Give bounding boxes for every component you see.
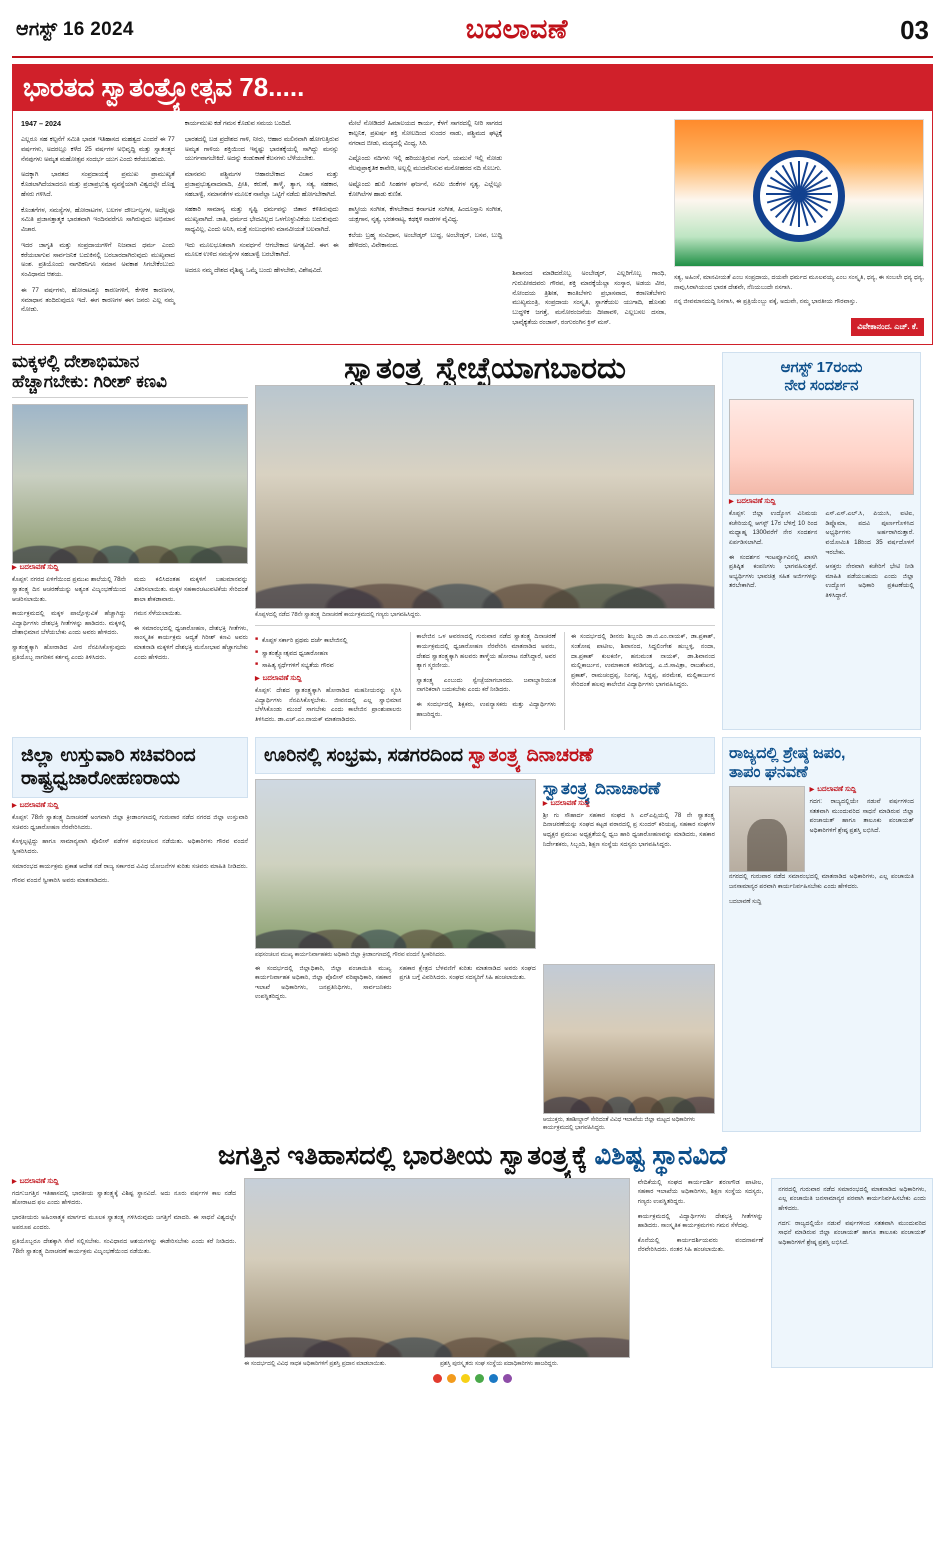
lead-headline: ಭಾರತದ ಸ್ವಾತಂತ್ರ್ಯೋತ್ಸವ 78..... <box>13 65 932 111</box>
story-direct-interview <box>722 352 921 729</box>
ashoka-chakra-icon <box>753 150 845 242</box>
story-body <box>12 575 248 667</box>
bullet-item: ■ ಸ್ವಾತಂತ್ರ್ಯೋತ್ಸವದ ಧ್ವಜಾರೋಹಣ <box>255 649 402 658</box>
lead-paragraph: ಎಷ್ಟೊಂದು ನದಿಗಳು ಇಲ್ಲಿ ಹರಿಯುತ್ತಿರುವ ಗಂಗೆ, ಯಮುನೆ ಇಲ್ಲಿ ನೋಡು ನೆಲವುಪ್ರಾಕೃತಿಕ ಕಾವೇರಿ, ಅಲ್ಲಲ್ಲಿ ಮುದವೆನಿಸುವ ಮನೋಹರದ ನದಿ ಸೊಬಗು. <box>348 155 503 172</box>
paragraph: ಭಾರತೀಯರು ಅಹಿಂಸಾತ್ಮಕ ಮಾರ್ಗದ ಮೂಲಕ ಸ್ವಾತಂತ್ರ್ಯ ಗಳಿಸಿರುವುದು ಜಗತ್ತಿಗೆ ಮಾದರಿ. ಈ ಸಾಧನೆ ವಿಶ್ವದಲ್ಲೇ ಅಪರೂಪ ಎಂದರು. <box>12 1213 237 1231</box>
story-photo <box>12 404 248 564</box>
paragraph: ಕೊಪ್ಪಳ: ದೇಶದ ಸ್ವಾತಂತ್ರ್ಯಕ್ಕಾಗಿ ಹೋರಾಡಿದ ಮಹನೀಯರನ್ನು ಸ್ಮರಿಸಿ ವಿದ್ಯಾರ್ಥಿಗಳು ನೆನಪಿಸಿಕೊಳ್ಳಬೇಕು. ಜೀವನದಲ್ಲಿ ಎಲ್ಲ ಸ್ವಾಭಿಮಾನ ಬೆಳೆಸಿಕೊಂಡು ಮುಂದೆ ಸಾಗಬೇಕು ಎಂದು ಕಾಲೇಜಿನ ಪ್ರಾಂಶುಪಾಲರು ತಿಳಿಸಿದರು. ಡಾ.ಎಚ್.ಎಂ.ನಾಯಕ್ ಮಾತನಾಡಿದರು. <box>255 687 402 724</box>
story-headline: ಜಿಲ್ಲಾ ಉಸ್ತುವಾರಿ ಸಚಿವರಿಂದ ರಾಷ್ಟ್ರಧ್ವಜಾರೋಹಣರಾಯ <box>12 737 248 799</box>
paragraph: ವೇದಿಕೆಯಲ್ಲಿ ಸಂಘದ ಕಾರ್ಯದರ್ಶಿ ಶರಣಗೌಡ ಪಾಟೀಲ, ಸಹಕಾರ ಇಲಾಖೆಯ ಅಧಿಕಾರಿಗಳು, ಶಿಕ್ಷಣ ಸಂಸ್ಥೆಯ ಸದಸ್ಯರು, ಗಣ್ಯರು ಉಪಸ್ಥಿತರಿದ್ದರು. <box>637 1178 764 1205</box>
paragraph: ಗದಗ: ರಾಜ್ಯದಲ್ಲಿಯೇ ನಡುವೆ ವರ್ಷಗಳಿಂದ ಸತತವಾಗಿ ಮುಂದುವರಿದ ಸಾಧನೆ ಮಾಡಿರುವ ಜಿಲ್ಲಾ ಪಂಚಾಯತ್ ಹಾಗೂ ತಾಲೂಕು ಪಂಚಾಯತ್ ಅಧಿಕಾರಿಗಳಿಗೆ ಶ್ರೇಷ್ಠ ಪ್ರಶಸ್ತಿ ಲಭಿಸಿದೆ. <box>778 1219 926 1246</box>
paragraph: ಶ್ರೀ ಗು ಸೌಹಾರ್ದ ಸಹಕಾರ ಸಂಘದ ಸಿ ಎನ್ಎಫ್ಸಿಯಲ್ಲಿ 78 ನೇ ಸ್ವಾತಂತ್ರ್ಯ ದಿನಾಚರಣೆಯನ್ನು ಸಂಘದ ಕಟ್ಟಡ ವಠಾರದಲ್ಲಿ ಪ್ರ ಸುಂದರ್ ಕರಿಯಪ್ಪ, ಸಹಕಾರ ಸಂಘಗಳ ಅಧ್ಯಕ್ಷರ ಪ್ರಮುಖ ಅಧ್ಯಕ್ಷತೆಯಲ್ಲಿ ಧ್ವಜ ಹಾರಿ ಧ್ವಜಾರೋಹಣವನ್ನು ಮಾಡಿದರು, ಸಹಕಾರ ನಿರ್ದೇಶಕರು, ಸಿಬ್ಬಂದಿ, ಶಿಕ್ಷಣ ಸಂಸ್ಥೆಯ ಸದಸ್ಯರು ಭಾಗವಹಿಸಿದ್ದರು. <box>542 811 715 848</box>
lead-year-line: 1947 – 2024 <box>21 119 61 128</box>
byline: ▶ ಬದಲಾವಣೆ ಸುದ್ದಿ <box>810 786 914 794</box>
lead-paragraph: ಕಲೆಯ ಬ್ರಹ್ಮ ಸಂವಿಧಾನ, ಅಂಬೇಡ್ಕರ್ ಬುದ್ಧ, ಅಂಬೇಡ್ಕರ್, ಬಸವ, ಬುದ್ಧಿ ಹೇಳಿದರು, ವಿವೇಕಾನಂದ. <box>348 231 503 249</box>
lead-column-5 <box>674 273 924 336</box>
page-number: 03 <box>900 14 929 45</box>
paragraph: ಸ್ವಾತಂತ್ರ್ಯಕ್ಕಾಗಿ ಹೋರಾಡಿದ ವೀರ ನೆನಪಿಸಿಕೊಳ್ಳುವುದು ಪ್ರತಿಯೊಬ್ಬ ನಾಗರಿಕನ ಕರ್ತವ್ಯ ಎಂದು ತಿಳಿಸಿದರು. <box>12 643 126 661</box>
color-dot <box>447 1374 456 1383</box>
portrait-photo <box>729 786 805 872</box>
lead-column-3 <box>349 119 503 336</box>
story-headline: ಸ್ವಾತಂತ್ರ್ಯ ದಿನಾಚಾರಣೆ <box>542 779 661 799</box>
lead-paragraph: ಈ 77 ವರ್ಷಗಳು, ಹೋರಾಟಕ್ಕೂ ಕಾರಣಗಳಿಗೆ, ಕೆಗಳಿಕ ಕಾರಣಗಳ, ಸಮಾಧಾನ ತಂದಿರುವುದೂ ಇದೆ. ಈಗ ಕಾರಣಗಳ ಈಗ ಜನರು ಎಲ್ಲ ನಮ್ಮ ನೋಡು. <box>21 286 175 314</box>
lead-paragraph: ಇದರ ಜಾಗೃತಿ ಮತ್ತು ಸಂಪ್ರದಾಯಗಳಿಗೆ ನಿಜವಾದ ಧರ್ಮ ಎಂದು ಕರೆಯಲಾಗುವ ಸಾರ್ವಜನಿಕ ಬದುಕಿನಲ್ಲಿ ಬರಬಾರದಾಗಿರುವುದು ಮುಖ್ಯವಾದ ಅಂಶ. ಪ್ರತಿಯೊಂದು ನಾಗರಿಕನಿಗೂ ಸಮಾನ ಅವಕಾಶ ಸಿಗಬೇಕೆಂಬುದು ಸಂವಿಧಾನದ ಆಶಯ. <box>21 241 175 278</box>
paragraph: ನಗರದಲ್ಲಿ ಗುರುವಾರ ನಡೆದ ಸಮಾರಂಭದಲ್ಲಿ ಮಾತನಾಡಿದ ಅಧಿಕಾರಿಗಳು, ಎಲ್ಲ ಪಂಚಾಯಿತಿ ಜನಸಾಮಾನ್ಯರ ಪರವಾಗಿ ಕಾರ್ಯನಿರ್ವಹಿಸಬೇಕು ಎಂದು ಹೇಳಿದರು. <box>778 1185 926 1212</box>
story-bullets <box>255 636 402 670</box>
lead-signature: ವಿವೇಕಾನಂದ. ಎಚ್. ಕೆ. <box>851 318 924 336</box>
paragraph: ಪ್ರತಿಯೊಬ್ಬರೂ ದೇಶಕ್ಕಾಗಿ ಸೇವೆ ಸಲ್ಲಿಸಬೇಕು. ಸಂವಿಧಾನದ ಆಶಯಗಳನ್ನು ಈಡೇರಿಸಬೇಕು ಎಂದು ಕರೆ ನೀಡಿದರು. 78ನೇ ಸ್ವಾತಂತ್ರ್ಯ ದಿನಾಚರಣೆ ಕಾರ್ಯಕ್ರಮ ವಿಜೃಂಭಣೆಯಿಂದ ನಡೆಯಿತು. <box>12 1238 237 1255</box>
lead-paragraph: ಸಹಕಾರಿ ಸಾಮಾನ್ಯ ಮತ್ತು ಸೃಷ್ಟಿ ಧರ್ಮವನ್ನು ಜಿತಾರ ಕಳಿತಿರುವುದು ಮುಖ್ಯವಾಗಿದೆ. ಜಾತಿ, ಧರ್ಮದ ಭೇದವಿಲ್ಲದ ಒಳಗೊಳ್ಳುವಿಕೆಯ ಬದುಕುವುದು ಸಾಧ್ಯವಿಲ್ಲ, ಎಂದು ಅನಿಸಿ, ಮತ್ತೆ ಸಂಬಂಧಗಳು ಮಾನವೀಯತೆ ಬಲವಾಗಿದೆ. <box>184 206 339 233</box>
masthead <box>12 10 933 54</box>
byline: ▶ ಬದಲಾವಣೆ ಸುದ್ದಿ <box>543 800 715 808</box>
photo-caption: ಪಥಸಂಚಲನ ಮುಖ್ಯ ಕಾರ್ಯನಿರ್ವಾಹಕರು ಅಧಿಕಾರಿ ಜಿಲ್ಲಾ ಕ್ರೀಡಾಂಗಣದಲ್ಲಿ ಗೌರವ ವಂದನೆ ಸ್ವೀಕರಿಸಿದರು. <box>255 952 447 959</box>
masthead-divider <box>12 56 933 58</box>
byline: ▶ ಬದಲಾವಣೆ ಸುದ್ದಿ <box>255 675 402 683</box>
flag-artwork <box>674 119 924 267</box>
photo-caption: ಪ್ರಶಸ್ತಿ ಪುರಸ್ಕೃತರು ಸಂಘ ಸಂಸ್ಥೆಯ ಪದಾಧಿಕಾರಿಗಳು ಹಾಜರಿದ್ದರು. <box>439 1360 559 1367</box>
paragraph: ಸಹಕಾರ ಕ್ಷೇತ್ರದ ಬೆಳವಣಿಗೆ ಕುರಿತು ಮಾತನಾಡಿದ ಅವರು ಸಂಘದ ಪ್ರಗತಿ ಬಗ್ಗೆ ವಿವರಿಸಿದರು. ಸಂಘದ ಸದಸ್ಯರಿಗೆ ಸಿಹಿ ಹಂಚಲಾಯಿತು. <box>399 964 536 982</box>
paragraph: ಕೊಳ್ಳಲ್ಪಟ್ಟಿದ್ದು ಹಾಗೂ ಸಾಮಾನ್ಯವಾಗಿ ಪೊಲೀಸ್ ಪಡೆಗಳ ಪಥಸಂಚಲನ ನಡೆಯಿತು. ಅಧಿಕಾರಿಗಳು ಗೌರವ ವಂದನೆ ಸ್ವೀಕರಿಸಿದರು. <box>12 838 248 855</box>
photo-caption: ಈ ಸಂದರ್ಭದಲ್ಲಿ ವಿವಿಧ ಸಾಧಕ ಅಧಿಕಾರಿಗಳಿಗೆ ಪ್ರಶಸ್ತಿ ಪ್ರದಾನ ಮಾಡಲಾಯಿತು. <box>244 1360 387 1367</box>
bottom-story <box>12 1140 933 1368</box>
lead-column-4 <box>512 119 666 336</box>
lead-paragraph: ಅಷ್ಟೊಂದು ಹುಲಿ ಸಿಂಹಗಳ ಘರ್ಜನೆ, ನವಿಲ ಜಿಂಕೆಗಳ ನೃತ್ಯ, ಎಲ್ಲೆಲ್ಲೂ ಕೋಗಿಲೆಗಳ ಹಾಡು ಕುಣಿತ. <box>348 180 503 198</box>
paragraph: ಎಸ್.ಎಸ್.ಎಲ್.ಸಿ, ಪಿಯುಸಿ, ಐಟಿಐ, ಡಿಪ್ಲೊಮಾ, ಪದವಿ ಪೂರ್ಣಗೊಳಿಸಿದ ಅಭ್ಯರ್ಥಿಗಳು ಅರ್ಹರಾಗಿರುತ್ತಾರೆ. ವಯೋಮಿತಿ 18ರಿಂದ 35 ವರ್ಷದೊಳಗೆ ಇರಬೇಕು. <box>825 510 914 556</box>
story-photo <box>729 399 914 495</box>
lead-paragraph: ಎಲ್ಲರೂ ಸಹ ಕಲ್ಪನೆಗೆ ಸಮಿತಿ ಭಾರತ ಇತಿಹಾಸದ ಮಹತ್ವದ ಎಂದರೆ ಈ 77 ವರ್ಷಗಳು, ಅದರಲ್ಲೂ ಕಳೆದ 25 ವರ್ಷಗಳ ಅಭಿವೃದ್ಧಿ ಮತ್ತು ಸ್ವಾತಂತ್ರ್ಯದ ನೆನಪುಗಳು ಅಮೃತ ಮಹೋತ್ಸವ ಸಂದರ್ಭ ಯುಗ ಎಂದು ಕರೆಯಬಹುದು. <box>21 136 175 163</box>
footer-color-dots <box>12 1374 933 1383</box>
paragraph: ಕಾಲೇಜಿನ ಒಳ ಆವರಣದಲ್ಲಿ ಗುರುವಾರ ನಡೆದ ಸ್ವಾತಂತ್ರ್ಯ ದಿನಾಚರಣೆ ಕಾರ್ಯಕ್ರಮದಲ್ಲಿ ಧ್ವಜಾರೋಹಣ ನೆರವೇರಿಸಿ ಮಾತನಾಡಿದ ಅವರು, ದೇಶದ ಸ್ವಾತಂತ್ರ್ಯಕ್ಕಾಗಿ ಹಲವರು ತಾಳ್ಮೆಯ ಹೋರಾಟ ನಡೆಸಿದ್ದಾರೆ, ಅವರ ತ್ಯಾಗ ಸ್ಮರಣೀಯ. <box>416 633 557 670</box>
paragraph: ಸ್ವಾತಂತ್ರ್ಯ ಎಂಬುದು ಸ್ವೇಚ್ಛೆಯಾಗಬಾರದು. ಜವಾಬ್ದಾರಿಯುತ ನಾಗರಿಕರಾಗಿ ಬದುಕಬೇಕು ಎಂದು ಕರೆ ನೀಡಿದರು. <box>416 676 557 694</box>
third-band <box>12 737 933 1132</box>
lead-paragraph: ಭಾರತದಲ್ಲಿ ಬಡ ಪ್ರದೇಶದ ಗಾಳಿ, ನೀರು, ಆಹಾರ ಮಲಿನವಾಗಿ ಹೋಗುತ್ತಿರುವ ಅಮೃತ ಗಾಳಿಯ ಶಕ್ತಿಯಿಂದ ಇನ್ನಷ್ಟು ಭಾರತಕ್ಕೆಯಲ್ಲಿ ಸಾಗಿದ್ದು ಮನಸ್ಸು ಯುರ್ಗವಾಗಬೇಕಿದೆ. ಅದನ್ನು ಕಂಡುಕಾಣೆ ಕೆಲಸಗಳು ಬೆಳೆಯಬೇಕು. <box>184 135 339 163</box>
story-body <box>729 509 914 601</box>
masthead-date: ಆಗಸ್ಟ್ 16 2024 <box>16 19 134 40</box>
lead-article <box>12 64 933 345</box>
byline: ▶ ಬದಲಾವಣೆ ಸುದ್ದಿ <box>729 498 914 506</box>
lead-paragraph: ಶಾಸ್ತ್ರೀಯ ಸಂಗೀತ, ಕೇಳಬೇಕಾದ ಕರ್ನಾಟಕ ಸಂಗೀತ, ಹಿಂದೂಸ್ತಾನಿ ಸಂಗೀತ, ಯಕ್ಷಗಾನ, ನೃತ್ಯ, ಭರತನಾಟ್ಯ, ಕಥಕ್ಕಳಿ ನಾಡಗಳ ವೈವಿಧ್ಯ. <box>348 206 503 223</box>
color-dot <box>503 1374 512 1383</box>
color-dot <box>433 1374 442 1383</box>
paragraph: ಗಮನ ಸೆಳೆಯಲಾಯಿತು. <box>134 610 182 618</box>
story-headline-secondary: ಊರಿನಲ್ಲಿ ಸಂಭ್ರಮ, ಸಡಗರದಿಂದ ಸ್ವಾತಂತ್ರ್ಯ ದಿನಾಚರಣೆ <box>255 737 715 775</box>
paragraph: ಈ ಸಂದರ್ಶನ ಇಂಟರ್ವ್ಯೂವಿನಲ್ಲಿ ಖಾಸಗಿ ಪ್ರತಿಷ್ಠಿತ ಕಂಪನಿಗಳು ಭಾಗವಹಿಸುತ್ತವೆ. ಅಭ್ಯರ್ಥಿಗಳು ಭಾವಚಿತ್ರ ಸಹಿತ ಅರ್ಜಿಗಳನ್ನು ತರಬೇಕಾಗಿದೆ. <box>729 553 818 590</box>
third-band-center <box>255 737 715 1132</box>
lead-column-2 <box>185 119 339 336</box>
color-dot <box>475 1374 484 1383</box>
lead-column-1 <box>21 119 175 336</box>
lead-paragraph: ಶಿವಾನಂದ ಮಾಡಿದರೊಬ್ಬ ಅಂಬೇಡ್ಕರ್, ಎಲ್ಲರಿಗೊಬ್ಬ ಗಾಂಧಿ, ಗುರುಪೀಠದವರು ಗೌರವ, ಶಕ್ತಿ ಮಾರಕ್ಕೆಯೆಲ್ಲಾ ಸಂಸ್ಕಾರ, ಅಡಯ ವೀರ, ನೋಂದಯ ತ್ರಿಶೀತ, ಕಾಂತಿಬೆಳಗು ಪ್ರಭಾಸವಾದ, ಕರಾಣತೆಬೆಳಗು ಮುಖ್ಯಮಂತ್ರಿ, ಸಂಪ್ರದಾಯ ಸಂಸ್ಕೃತಿ, ಸ್ಥಾಗಕೆಯಲ ಯುಗಾದಿ, ಹೊಸತು ಬುದ್ಧಳಿಕ ಜಗತ್ತೆ, ಮನೋರಂಜನೆಯ ದೀಪಾವಳಿ, ಎಲ್ಲಬಸಲ ದಸರಾ, ಭಾವೈಕ್ಯತೆಯ ರಂಜಾನ್, ರಂಗುರಂಗಿನ ಕ್ರಿಸ್ ಮಸ್. <box>512 270 666 326</box>
story-headline: ಆಗಸ್ಟ್ 17ರಂದು ನೇರ ಸಂದರ್ಶನ <box>780 359 863 395</box>
lead-paragraph: ಅದರೂ ನಮ್ಮ ದೇಶದ ವೈಶಿಷ್ಟ್ಯ ಒಮ್ಮೆ ಬಂದು ಹೇಳಬೇಕು, ವಿಶೇಷವಿದೆ. <box>184 267 323 274</box>
story-photo <box>244 1178 630 1358</box>
photo-caption: ಬದಲಾವಣೆ ಸುದ್ದಿ <box>729 899 762 906</box>
paragraph: ಈ ಸಮಾರಂಭದಲ್ಲಿ ಧ್ವಜಾರೋಹಣ, ದೇಶಭಕ್ತಿ ಗೀತೆಗಳು, ಸಾಂಸ್ಕೃತಿಕ ಕಾರ್ಯಕ್ರಮ ಆದ್ಯತೆ ಗಿರೀಶ್ ಕಣವಿ ಅವರು ಮಾತನಾಡಿ ಮಕ್ಕಳಿಗೆ ದೇಶಭಕ್ತಿ ಮನೋಭಾವ ಹೆಚ್ಚಾಗಬೇಕು ಎಂದು ಹೇಳಿದರು. <box>134 624 248 661</box>
lead-artwork-block <box>674 119 924 336</box>
byline: ▶ ಬದಲಾವಣೆ ಸುದ್ದಿ <box>12 1178 236 1186</box>
paragraph: ಕೊಪ್ಪಳ: ಜಿಲ್ಲಾ ಉದ್ಯೋಗ ವಿನಿಮಯ ಕಚೇರಿಯಲ್ಲಿ ಆಗಸ್ಟ್ 17ರ ಬೆಳಿಗ್ಗೆ 10 ರಿಂದ ಮಧ್ಯಾಹ್ನ 1300ವರೆಗೆ ನೇರ ಸಂದರ್ಶನ ಏರ್ಪಡಿಸಲಾಗಿದೆ. <box>729 510 818 547</box>
lead-paragraph: ಕೊಂತಗೆಗಳ, ಸಮಸ್ಯೆಗಳ, ಹೋರಾಟಗಳ, ಬಲಗಳ ದೌರ್ಬಲ್ಯಗಳ, ಅದೆಲ್ಲವೂ ಸಮಿತಿ ಪ್ರಜಾಸತ್ತಾತ್ಮಕ ಭಾರತವಾಗಿ ಇಂದಿನವರೆಗೂ ಸಾಗಿರುವುದು ಅಭಿಮಾನ ವಿಚಾರ. <box>21 206 175 233</box>
lead-paragraph: ನನ್ನ ಜೀವಮಾನದುದ್ದಿ ನಿಸಗಾಸಿ, ಈ ಪ್ರತ್ರಿಯೆಂಬ್ಬು ವಕ್ಕೆ, ಅದುವೇ, ನಮ್ಮ ಭಾರತೀಯ ಗೌರವಾಸ್ತು. <box>674 298 858 306</box>
paragraph: ಕೊಪ್ಪಳ: 78ನೇ ಸ್ವಾತಂತ್ರ್ಯ ದಿನಾಚರಣೆ ಅಂಗವಾಗಿ ಜಿಲ್ಲಾ ಕ್ರೀಡಾಂಗಣದಲ್ಲಿ ಗುರುವಾರ ನಡೆದ ನಗರದ ಜಿಲ್ಲಾ ಉಸ್ತುವಾರಿ ಸಚಿವರು ಧ್ವಜಾರೋಹಣ ನೆರವೇರಿಸಿದರು. <box>12 814 248 831</box>
story-photo <box>543 964 715 1114</box>
bullet-item: ■ ಸಾಹಿತ್ಯ ಸ್ಪರ್ಧೆಗಳಿಗೆ ಸಭ್ಯತೆಯ ಗೌರವ <box>255 661 402 670</box>
paragraph: ನಗರದಲ್ಲಿ ಗುರುವಾರ ನಡೆದ ಸಮಾರಂಭದಲ್ಲಿ ಮಾತನಾಡಿದ ಅಧಿಕಾರಿಗಳು, ಎಲ್ಲ ಪಂಚಾಯಿತಿ ಜನಸಾಮಾನ್ಯರ ಪರವಾಗಿ ಕಾರ್ಯನಿರ್ವಹಿಸಬೇಕು ಎಂದು ಹೇಳಿದರು. <box>729 873 914 890</box>
lead-paragraph: ಮಾನವನು ಪಶ್ಚಿಮಗಳ ಆಹಾರಬೇಕಾದ ವಿಚಾರ ಮತ್ತು ಪ್ರಜಾಪ್ರಭುತ್ವವಾದವಾದಿ, ಪ್ರೀತಿ, ಕರುಣೆ, ತಾಳ್ಮೆ, ತ್ಯಾಗ, ಸತ್ಯ, ಸಹಕಾರ, ಸಹಬಾಳ್ವೆ, ಸಮಾನತೆಗಳ ಮೂಲಕ ನಾವೆಲ್ಲಾ ಒಟ್ಟಿಗೆ ನಡೆದು ಹೋಗಬೇಕಾಗಿದೆ. <box>184 171 339 198</box>
paragraph: ಈ ಸಂದರ್ಭದಲ್ಲಿ ಡೀನರು ಶಿಬ್ಬಂದಿ ಡಾ.ಬಿ.ಎಂ.ನಾಯಕ್, ಡಾ.ಪ್ರಕಾಶ್, ಸಂತೋಷ ಪಾಟೀಲ, ಶಿವಾನಂದ, ಸಿದ್ದಲಿಂಗೇಶ ಹುಬ್ಬಳ್ಳಿ, ನಂದಾ, ದಾ.ಪ್ರಕಾಶ್ ಕುಲಕರ್ಣಿ, ಹನುಮಂತ ನಾಯಕ್, ಡಾ.ಶಿವಾನಂದ ಮಲ್ಲಿಕಾರ್ಜುನ, ಉಮಾಕಾಂತ ಕರಡಿಗುದ್ದ, ಎ.ಜಿ.ಸಾವಿತ್ರಾ, ರಾಜಶೇಖರ, ಪ್ರಕಾಶ್, ರಾಮಚಂದ್ರಪ್ಪ, ನಿಂಗಪ್ಪ, ಸಿದ್ದಪ್ಪ, ಪರಮೇಶ, ಮಲ್ಲಿಕಾರ್ಜುನ ಸೇರಿದಂತೆ ಹಲವು ಕಾಲೇಜಿನ ವಿದ್ಯಾರ್ಥಿಗಳು ಭಾಗವಹಿಸಿದ್ದರು. <box>571 633 715 689</box>
story-children-patriotism <box>12 352 248 729</box>
lead-paragraph: ಅದಕ್ಕಾಗಿ ಭಾರತದ ಸಂಪ್ರದಾಯಕ್ಕೆ ಪ್ರಮುಖ ಪ್ರಾಮುಖ್ಯತೆ ಕೊಡಲಾಗಿದೆಯಾದರೂ ಮತ್ತು ಪ್ರಜಾಪ್ರಭುತ್ವ ವ್ಯವಸ್ಥೆಯಾಗಿ ವಿಶ್ವದಲ್ಲೇ ದೊಡ್ಡ ಹೆಸರು ಗಳಿಸಿದೆ. <box>21 171 175 198</box>
paragraph: ಸಮಾರಂಭದ ಕಾರ್ಯಕ್ರಮ ಪ್ರಕಾಶ ಆದೇಶ ನಡೆ ರಾಜ್ಯ ಸರ್ಕಾರದ ವಿವಿಧ ಯೋಜನೆಗಳ ಕುರಿತು ಸಚಿವರು ಮಾಹಿತಿ ನೀಡಿದರು. <box>12 862 248 870</box>
story-freedom-not-licence <box>255 352 715 729</box>
photo-caption: ಕೊಪ್ಪಳದಲ್ಲಿ ನಡೆದ 78ನೇ ಸ್ವಾತಂತ್ರ್ಯ ದಿನಾಚರಣೆ ಕಾರ್ಯಕ್ರಮದಲ್ಲಿ ಗಣ್ಯರು ಭಾಗವಹಿಸಿದ್ದರು. <box>255 612 422 619</box>
story-headline: ಸ್ವಾತಂತ್ರ್ಯ ಸ್ವೇಚ್ಛೆಯಾಗಬಾರದು <box>344 352 626 386</box>
color-dot <box>489 1374 498 1383</box>
story-headline: ಜಗತ್ತಿನ ಇತಿಹಾಸದಲ್ಲಿ ಭಾರತೀಯ ಸ್ವಾತಂತ್ರ್ಯಕ್ಕೆ ವಿಶಿಷ್ಟ ಸ್ಥಾನವಿದೆ <box>218 1139 727 1170</box>
paragraph: ಆಸಕ್ತರು ನೇರವಾಗಿ ಕಚೇರಿಗೆ ಭೇಟಿ ನೀಡಿ ಮಾಹಿತಿ ಪಡೆಯಬಹುದು ಎಂದು ಜಿಲ್ಲಾ ಉದ್ಯೋಗ ಅಧಿಕಾರಿ ಪ್ರಕಟಣೆಯಲ್ಲಿ ತಿಳಿಸಿದ್ದಾರೆ. <box>825 563 914 600</box>
paragraph: ಈ ಸಂದರ್ಭದಲ್ಲಿ ಜಿಲ್ಲಾಧಿಕಾರಿ, ಜಿಲ್ಲಾ ಪಂಚಾಯಿತಿ ಮುಖ್ಯ ಕಾರ್ಯನಿರ್ವಾಹಕ ಅಧಿಕಾರಿ, ಜಿಲ್ಲಾ ಪೊಲೀಸ್ ವರಿಷ್ಠಾಧಿಕಾರಿ, ಸಹಕಾರ ಇಲಾಖೆ ಅಧಿಕಾರಿಗಳು, ಜನಪ್ರತಿನಿಧಿಗಳು, ಸಾರ್ವಜನಿಕರು ಉಪಸ್ಥಿತರಿದ್ದರು. <box>255 964 392 1001</box>
byline: ▶ ಬದಲಾವಣೆ ಸುದ್ದಿ <box>12 802 248 810</box>
bullet-item: ■ ಕೊಪ್ಪಳ ಸರ್ಕಾರಿ ಪ್ರಥಮ ದರ್ಜೆ ಕಾಲೇಜಿನಲ್ಲಿ <box>255 636 402 645</box>
story-best-panchayat <box>722 737 921 1132</box>
paragraph: ಮದು ಕಲಿಸಿದಂತಹ ಮಕ್ಕಳಿಗೆ ಬಹುಮಾನವನ್ನು ವಿತರಿಸಲಾಯಿತು. ಮಕ್ಕಳ ಸಹಕಾರಚಟುವಟಿಕೆಯ ಸೇರಿದಂತೆ ಶಾಲಾ ಶೇಕಡಾವಾರು. <box>134 576 248 603</box>
lead-paragraph: ಸತ್ಯ, ಅಹಿಂಸೆ, ಮಾನವೀಯತೆ ಎಂಬ ಸಂಪ್ರದಾಯ, ದಯವೇ ಧರ್ಮದ ಮೂಲವಯ್ಯ ಎಂಬ ಸಂಸ್ಕೃತಿ, ಧನ್ಯ, ಈ ಸಂಬಲೇ ಧನ್ಯ ಧನ್ಯ, ನಾವು,ಸಿರಾಗಿಯಂದ ಭಾರತ ದೇಶವೇ, ನೆನಿಯಬುದೇ ನಸಗಾಸಿ. <box>674 274 924 291</box>
paragraph: ಗೌರವ ವಂದನೆ ಸ್ವೀಕಾರಿಸಿ ಅವರು ಮಾತನಾಡಿದರು. <box>12 877 109 885</box>
color-dot <box>461 1374 470 1383</box>
story-photo <box>255 779 536 949</box>
story-photo <box>255 385 715 609</box>
paragraph: ಕೊಪ್ಪಳ: ನಗರದ ಏಳಿಗೆಯಿಂದ ಪ್ರಮುಖ ಶಾಲೆಯಲ್ಲಿ 78ನೇ ಸ್ವಾತಂತ್ರ್ಯ ದಿನ ಆಚರಣೆಯನ್ನು ಅತ್ಯಂತ ವಿಜೃಂಭಣೆಯಿಂದ ಆಚರಿಸಲಾಯಿತು. <box>12 576 126 603</box>
lead-paragraph: ಮೇಲೆ ನೋಡಿದರೆ ಹಿಮಾಲಯದ ಕಾರ್ಯ, ಕೆಳಗೆ ಸಾಗರದಲ್ಲಿ ನೀರಿ ಸಾಗರದ ಕಾಲ್ಪನಿಕ, ಪ್ರಖರ್ಷ ಶಕ್ತಿ ಸೋಲದಿಂದ ಸುಂದರ ನಾಡು, ಪಶ್ಚಿಮದ ಘಟ್ಟಕ್ಕೆ ನಗರಾದ ಬೀಡು, ಮದ್ಯದಲ್ಲಿ ವಿಂಧ್ಯ, ಸಿರಿ. <box>348 120 503 147</box>
story-headline: ಮಕ್ಕಳಲ್ಲಿ ದೇಶಾಭಿಮಾನ ಹೆಚ್ಚಾಗಬೇಕು: ಗಿರೀಶ್ ಕಣವಿ <box>12 352 167 391</box>
story-minister-flag-hoisting <box>12 737 248 1132</box>
story-headline: ರಾಜ್ಯದಲ್ಲಿ ಶ್ರೇಷ್ಠ ಜಪಂ, ತಾಪಂ ಘನವಣೆ <box>729 744 846 781</box>
paragraph: ಈ ಸಂದರ್ಭದಲ್ಲಿ ಶಿಕ್ಷಕರು, ಉಪನ್ಯಾಸಕರು ಮತ್ತು ವಿದ್ಯಾರ್ಥಿಗಳು ಹಾಜರಿದ್ದರು. <box>416 700 557 718</box>
byline: ▶ ಬದಲಾವಣೆ ಸುದ್ದಿ <box>12 564 248 572</box>
paragraph: ಕಾರ್ಯಕ್ರಮದಲ್ಲಿ ವಿದ್ಯಾರ್ಥಿಗಳು ದೇಶಭಕ್ತಿ ಗೀತೆಗಳನ್ನು ಹಾಡಿದರು. ಸಾಂಸ್ಕೃತಿಕ ಕಾರ್ಯಕ್ರಮಗಳು ಗಮನ ಸೆಳೆದವು. <box>637 1212 764 1230</box>
masthead-title: ಬದಲಾವಣೆ <box>465 14 569 44</box>
lead-paragraph: ಇದು ಮೂಲಭೂತವಾಗಿ ಸಂವರ್ಧನೆ ಆಗಬೇಕಾದ ಅಗತ್ಯವಿದೆ. ಈಗ ಈ ಮೂಲಕ ಉಳಿದ ಸಮಸ್ಯೆಗಳ ಸಹಬಾಳ್ವೆ ಬರಬೇಕಾಗಿದೆ. <box>184 241 339 259</box>
paragraph: ಕೊನೆಯಲ್ಲಿ ಕಾರ್ಯದರ್ಶಿಯವರು ವಂದನಾರ್ಪಣೆ ನೆರವೇರಿಸಿದರು. ನಂತರ ಸಿಹಿ ಹಂಚಲಾಯಿತು. <box>637 1236 764 1254</box>
photo-caption: ಆಯುಕ್ತರು, ತಹಶೀಲ್ದಾರ್ ಸೇರಿದಂತೆ ವಿವಿಧ ಇಲಾಖೆಯ ಜಿಲ್ಲಾ ಮಟ್ಟದ ಅಧಿಕಾರಿಗಳು ಕಾರ್ಯಕ್ರಮದಲ್ಲಿ ಭಾಗವಹಿಸಿದ್ದರು. <box>542 1116 696 1131</box>
second-band <box>12 352 933 729</box>
paragraph: ಗದಗ: ರಾಜ್ಯದಲ್ಲಿಯೇ ನಡುವೆ ವರ್ಷಗಳಿಂದ ಸತತವಾಗಿ ಮುಂದುವರಿದ ಸಾಧನೆ ಮಾಡಿರುವ ಜಿಲ್ಲಾ ಪಂಚಾಯತ್ ಹಾಗೂ ತಾಲೂಕು ಪಂಚಾಯತ್ ಅಧಿಕಾರಿಗಳಿಗೆ ಶ್ರೇಷ್ಠ ಪ್ರಶಸ್ತಿ ಲಭಿಸಿದೆ. <box>809 798 914 834</box>
paragraph: ಕಾರ್ಯಕ್ರಮದಲ್ಲಿ ಮಕ್ಕಳ ಪಾಲ್ಗೊಳ್ಳುವಿಕೆ ಹೆಚ್ಚಾಗಿದ್ದು ವಿದ್ಯಾರ್ಥಿಗಳು ದೇಶಭಕ್ತಿ ಗೀತೆಗಳನ್ನು ಹಾಡಿದರು. ಮಕ್ಕಳಲ್ಲಿ ದೇಶಾಭಿಮಾನ ಬೆಳೆಯಬೇಕು ಎಂದು ಅವರು ಹೇಳಿದರು. <box>12 610 126 637</box>
paragraph: ಗದಗ:ಜಗತ್ತಿನ ಇತಿಹಾಸದಲ್ಲಿ ಭಾರತೀಯ ಸ್ವಾತಂತ್ರ್ಯಕ್ಕೆ ವಿಶಿಷ್ಟ ಸ್ಥಾನವಿದೆ. ಅದು ನೂರು ವರ್ಷಗಳ ಕಾಲ ನಡೆದ ಹೋರಾಟದ ಫಲ ಎಂದು ಹೇಳಿದರು. <box>12 1189 237 1207</box>
lead-paragraph: ಕಾರ್ಯಮುಖ ಕಡೆ ಗಮನ ಕೊಡುವ ಸಮಯ ಬಂದಿದೆ. <box>184 120 292 127</box>
